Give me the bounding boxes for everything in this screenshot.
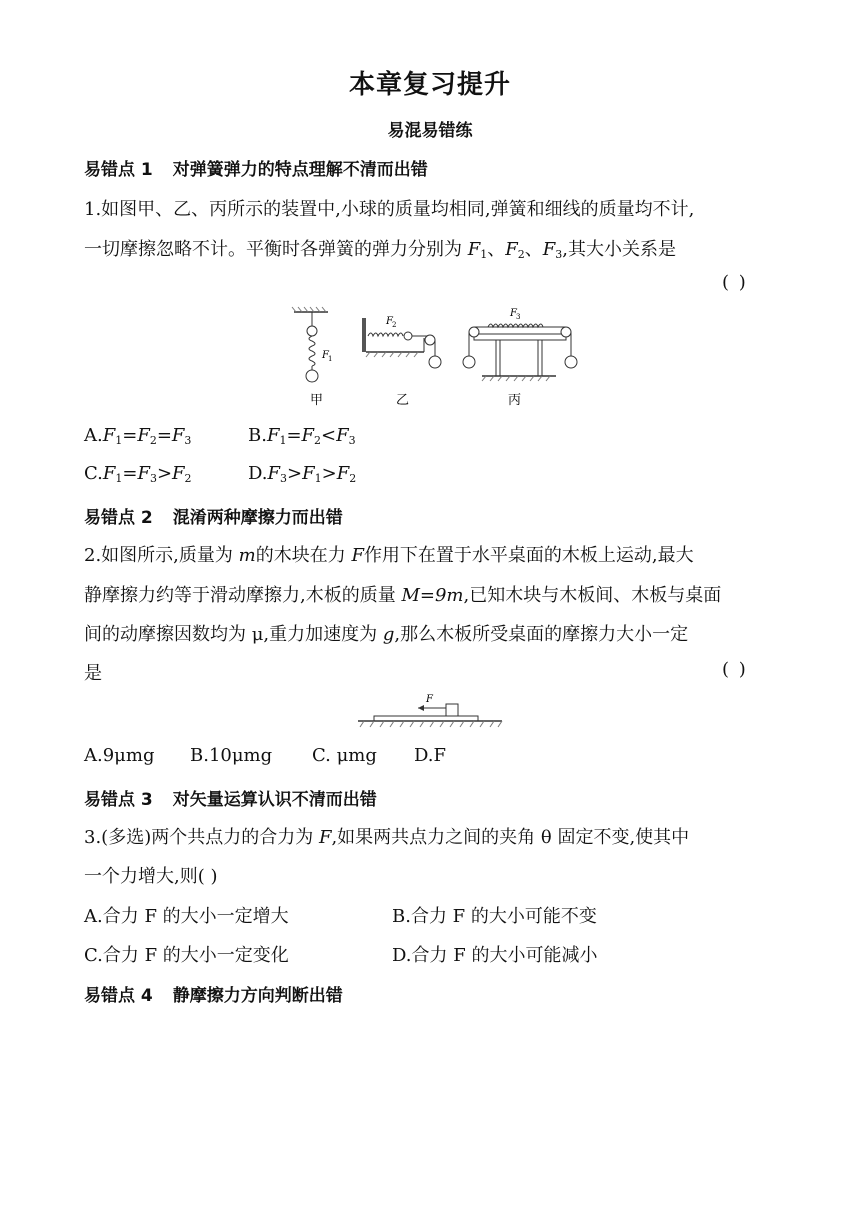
q1-option-a[interactable]: $A.F_1=F_2=F_3$ xyxy=(84,425,192,447)
q2-line1: 2.如图所示,质量为 m的木块在力 F作用下在置于水平桌面的木板上运动,最大 xyxy=(84,545,694,566)
q2-option-c[interactable]: C. μmg xyxy=(312,745,377,766)
q1-option-d[interactable]: $D.F_3>F_1>F_2$ xyxy=(248,463,357,485)
q3-option-c[interactable]: C.合力 F 的大小一定变化 xyxy=(84,945,289,966)
figure-bing xyxy=(463,308,577,381)
q2-line4: 是 xyxy=(84,663,102,684)
section-text: 混淆两种摩擦力而出错 xyxy=(172,508,343,528)
q1-option-c[interactable]: $C.F_1=F_3>F_2$ xyxy=(84,463,192,485)
q1-line1: 1.如图甲、乙、丙所示的装置中,小球的质量均相同,弹簧和细线的质量均不计, xyxy=(84,199,695,220)
q3-option-a[interactable]: A.合力 F 的大小一定增大 xyxy=(84,906,289,927)
figure-jia xyxy=(292,307,332,382)
svg-text:F: F xyxy=(510,308,517,319)
q2-option-d[interactable]: D.F xyxy=(414,745,447,766)
q3-line1: 3.(多选)两个共点力的合力为 F,如果两共点力之间的夹角 θ 固定不变,使其中 xyxy=(84,827,690,848)
section-text: 对矢量运算认识不清而出错 xyxy=(172,790,377,810)
svg-text:F: F xyxy=(386,316,393,327)
section-label: 易错点 1 xyxy=(84,160,153,180)
fig-label-jia: 甲 xyxy=(310,393,324,408)
q1-figure xyxy=(280,300,580,412)
section-text: 对弹簧弹力的特点理解不清而出错 xyxy=(172,160,428,180)
q3-option-b[interactable]: B.合力 F 的大小可能不变 xyxy=(392,906,597,927)
q1-option-b[interactable]: $B.F_1=F_2<F_3$ xyxy=(248,425,356,447)
section-heading-3 xyxy=(84,785,377,810)
page-title: 本章复习提升 xyxy=(348,70,511,100)
section-label: 易错点 3 xyxy=(84,790,153,810)
fig-label-bing: 丙 xyxy=(508,393,522,408)
page-subtitle: 易混易错练 xyxy=(387,121,473,141)
q2-answer-paren: ( ) xyxy=(722,659,748,680)
svg-text:F: F xyxy=(322,350,329,361)
section-text: 静摩擦力方向判断出错 xyxy=(172,986,343,1006)
q1-answer-paren: ( ) xyxy=(722,272,748,293)
q1-line2: 一切摩擦忽略不计。平衡时各弹簧的弹力分别为 $F_1$、$F_2$、$F_3$,其大小关系是 xyxy=(84,239,676,261)
svg-text:F: F xyxy=(426,694,433,705)
q2-line3: 间的动摩擦因数均为 μ,重力加速度为 g,那么木板所受桌面的摩擦力大小一定 xyxy=(84,624,689,645)
section-heading-1 xyxy=(84,155,428,180)
section-label: 易错点 4 xyxy=(84,986,153,1006)
fig-label-yi: 乙 xyxy=(396,393,410,408)
q2-option-b[interactable]: B.10μmg xyxy=(190,745,273,766)
section-label: 易错点 2 xyxy=(84,508,153,528)
svg-text:3: 3 xyxy=(516,313,521,321)
figure-yi xyxy=(362,316,441,368)
svg-text:2: 2 xyxy=(392,321,397,329)
svg-text:1: 1 xyxy=(328,355,333,363)
section-heading-4 xyxy=(84,981,343,1006)
q2-option-a[interactable]: A.9μmg xyxy=(84,745,155,766)
q2-figure xyxy=(356,690,506,732)
q3-option-d[interactable]: D.合力 F 的大小可能减小 xyxy=(392,945,598,966)
section-heading-2 xyxy=(84,503,343,528)
q3-line2: 一个力增大,则( ) xyxy=(84,866,218,887)
q2-line2: 静摩擦力约等于滑动摩擦力,木板的质量 M=9m,已知木块与木板间、木板与桌面 xyxy=(84,585,722,606)
